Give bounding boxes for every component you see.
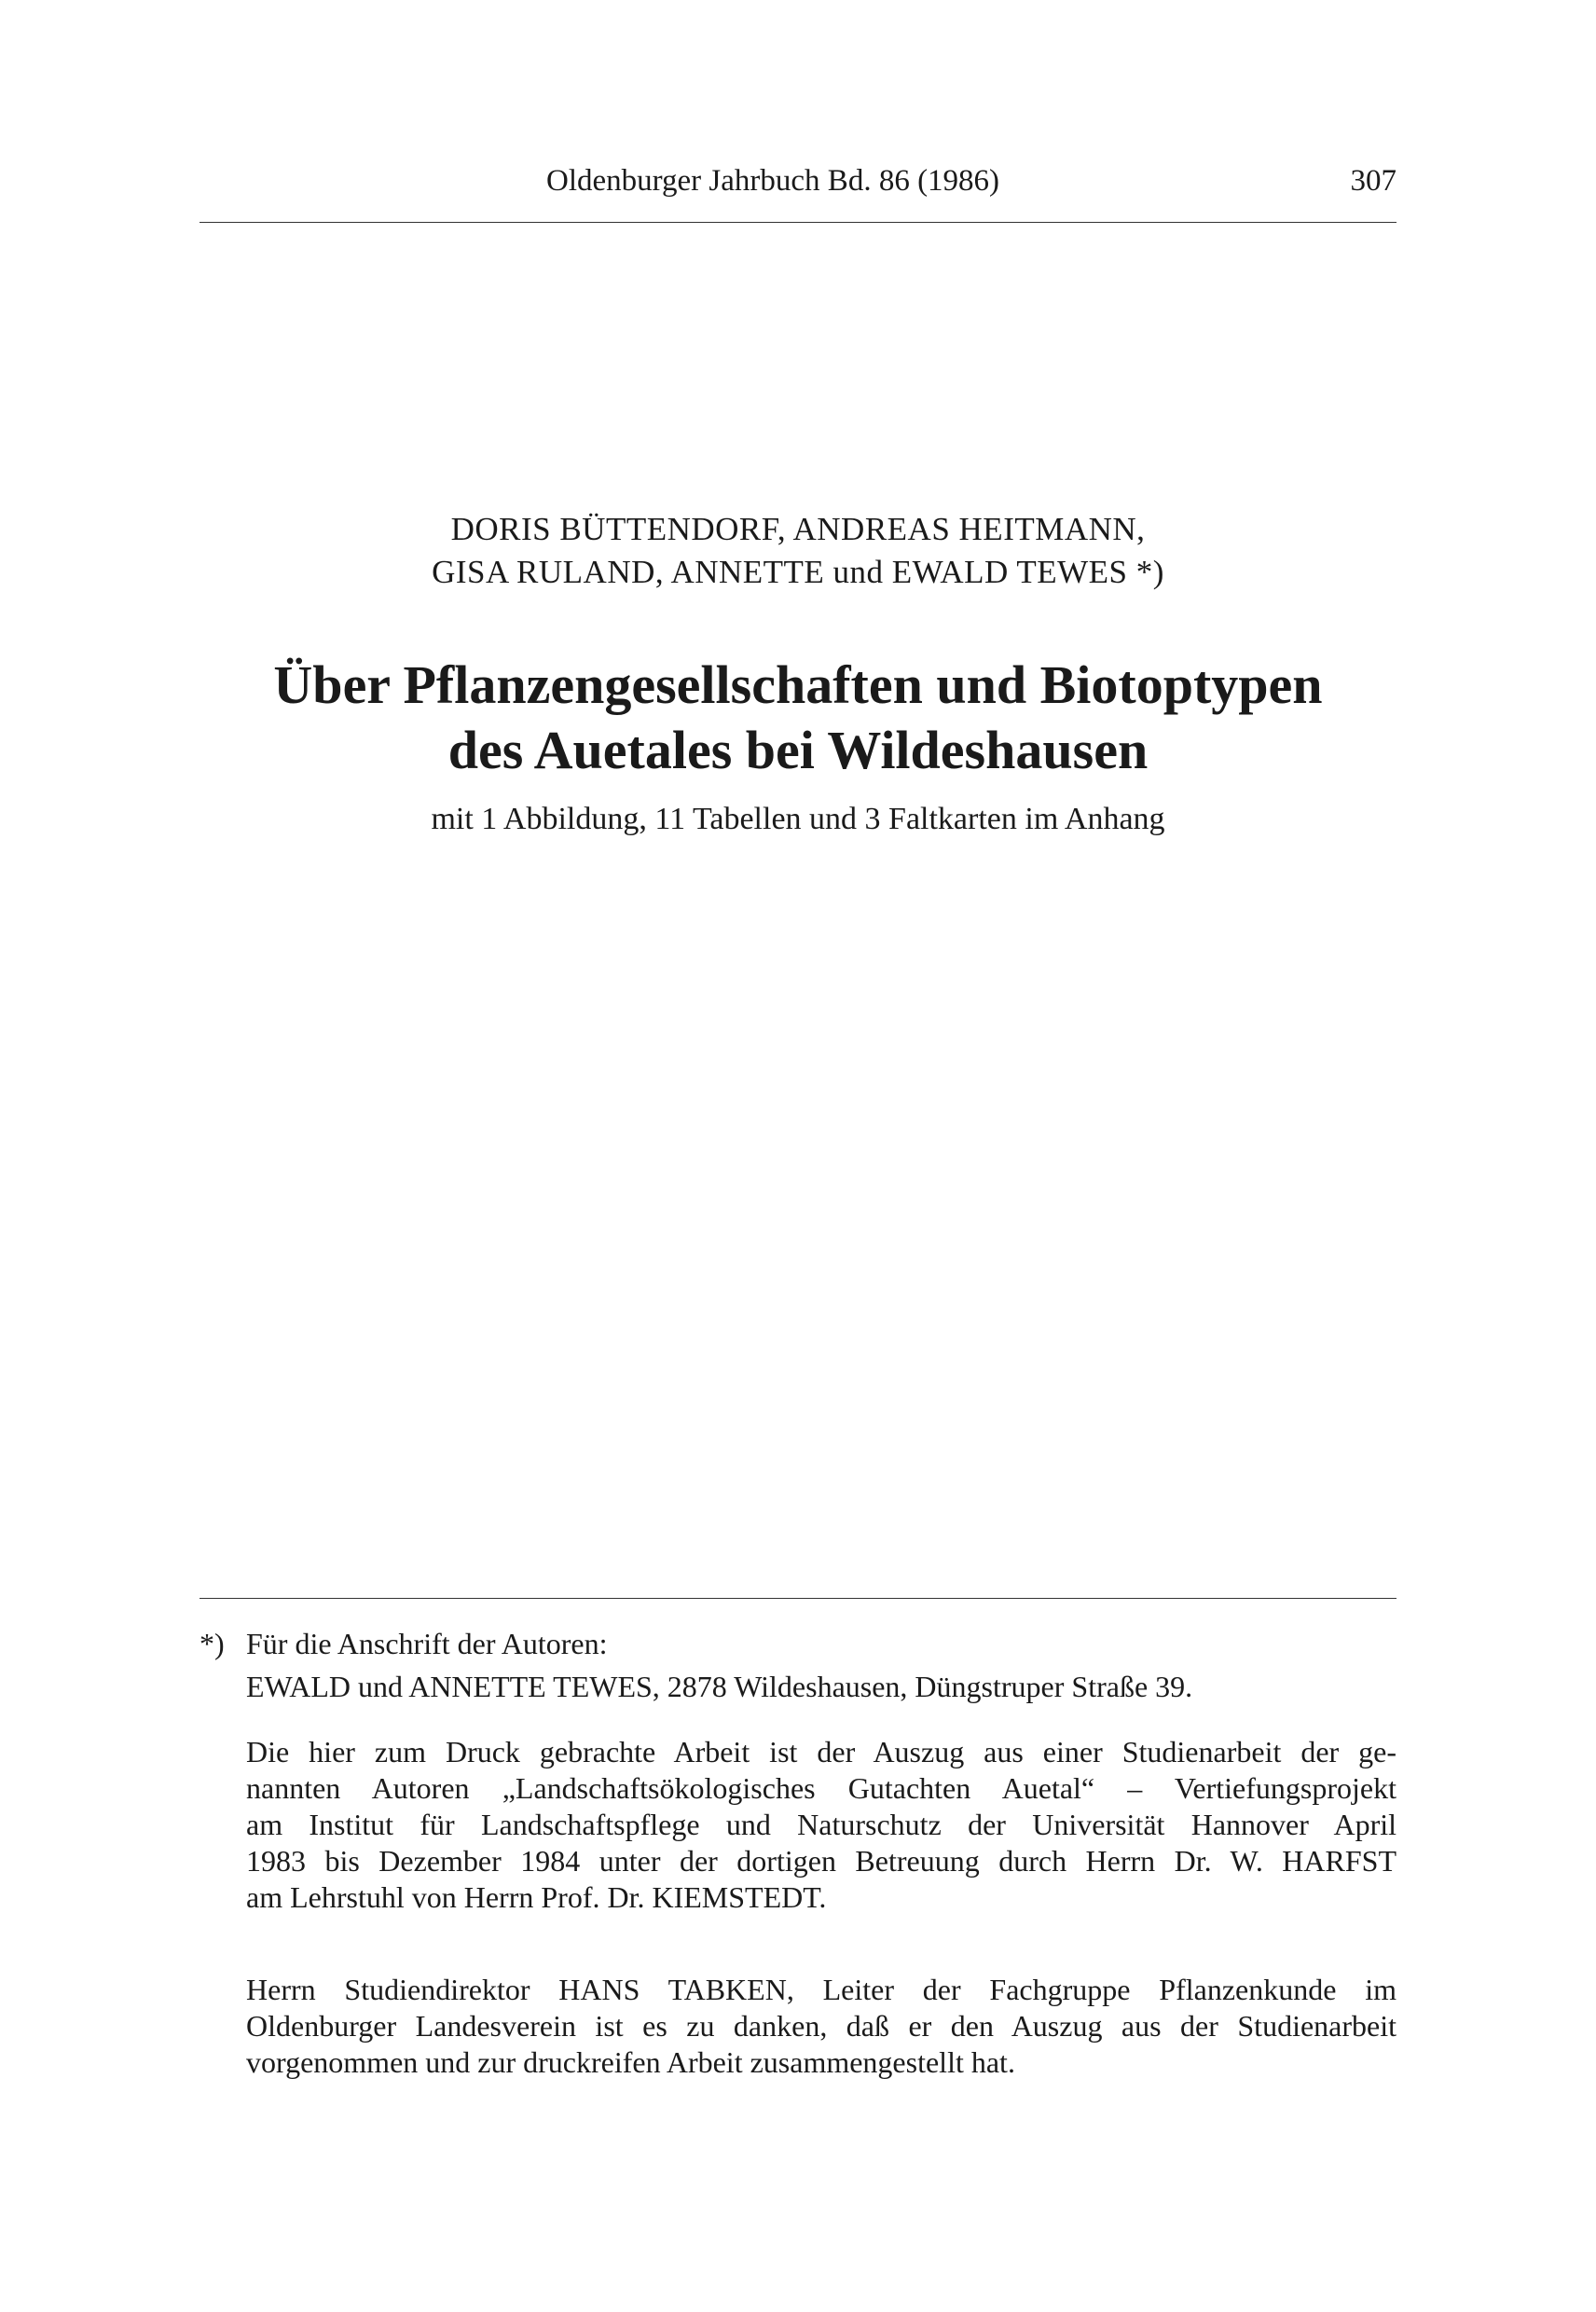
- paragraph-line: vorgenommen und zur druckreifen Arbeit zusammengestellt hat.: [246, 2045, 1015, 2079]
- footnote-line-1: Für die Anschrift der Autoren:: [246, 1627, 608, 1660]
- footnote-address: EWALD und ANNETTE TEWES, 2878 Wildeshausen, Düngstruper Straße 39.: [246, 1670, 1193, 1703]
- paragraph-line: am Institut für Landschaftspflege und Naturschutz der Universität Hannover April: [246, 1808, 1396, 1841]
- footnote-marker: *): [200, 1627, 225, 1660]
- paragraph-line: nannten Autoren „Landschaftsökologisches Gutachten Auetal“ – Vertiefungsprojekt: [246, 1771, 1396, 1805]
- footnote-body: [246, 1622, 1396, 1708]
- author-line-2: GISA RULAND, ANNETTE und EWALD TEWES *): [432, 554, 1164, 590]
- paragraph-line: am Lehrstuhl von Herrn Prof. Dr. KIEMSTEDT.: [246, 1880, 827, 1914]
- paragraph-line: 1983 bis Dezember 1984 unter der dortigen Betreuung durch Herrn Dr. W. HARFST: [246, 1844, 1396, 1878]
- paragraph-study-note: [246, 1734, 1396, 1916]
- author-list: [200, 508, 1396, 594]
- author-line-1: DORIS BÜTTENDORF, ANDREAS HEITMANN,: [450, 511, 1146, 547]
- title-line-2: des Auetales bei Wildeshausen: [447, 720, 1149, 780]
- article-title: [200, 653, 1396, 783]
- paragraph-line: Die hier zum Druck gebrachte Arbeit ist der Auszug aus einer Studienarbeit der ge-: [246, 1735, 1396, 1768]
- header-rule: [200, 222, 1396, 223]
- journal-reference: Oldenburger Jahrbuch Bd. 86 (1986): [546, 164, 1000, 198]
- page-number: 307: [1350, 164, 1396, 198]
- article-subtitle: mit 1 Abbildung, 11 Tabellen und 3 Faltkarten im Anhang: [431, 802, 1165, 836]
- title-line-1: Über Pflanzengesellschaften und Biotoptypen: [273, 654, 1323, 715]
- running-head: [200, 164, 1396, 211]
- paragraph-line: Herrn Studiendirektor HANS TABKEN, Leiter der Fachgruppe Pflanzenkunde im: [246, 1973, 1396, 2006]
- footnote-rule: [200, 1598, 1396, 1599]
- paragraph-line: Oldenburger Landesverein ist es zu danken, daß er den Auszug aus der Studienarbeit: [246, 2009, 1396, 2043]
- paragraph-acknowledgement: [246, 1972, 1396, 2081]
